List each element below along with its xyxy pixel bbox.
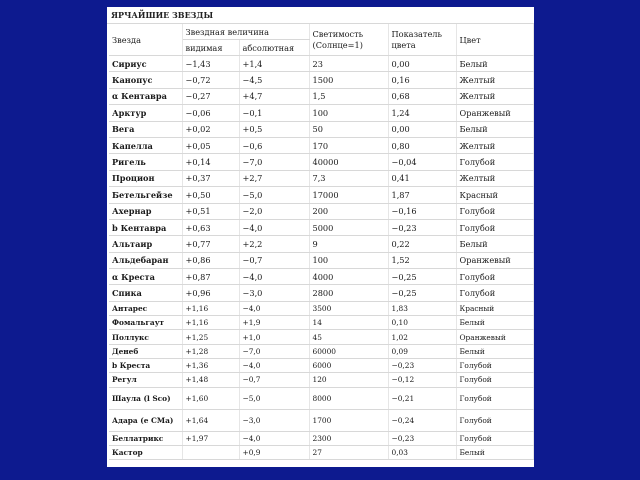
- star-name-cell: Кастор: [109, 445, 182, 459]
- header-color: Цвет: [456, 24, 533, 56]
- apparent-magnitude-cell: −0,06: [182, 105, 239, 121]
- absolute-magnitude-cell: −3,0: [239, 285, 309, 301]
- table-row: [109, 330, 533, 344]
- luminosity-cell: 9: [309, 236, 388, 252]
- table-title: ЯРЧАЙШИЕ ЗВЕЗДЫ: [107, 7, 534, 24]
- luminosity-cell: 23: [309, 56, 388, 72]
- star-name-cell: Альтаир: [109, 236, 182, 252]
- color-index-cell: 0,41: [388, 170, 456, 186]
- color-index-cell: −0,23: [388, 219, 456, 235]
- star-color-cell: Голубой: [456, 431, 533, 445]
- luminosity-cell: 4000: [309, 269, 388, 285]
- table-row: [109, 269, 533, 285]
- table-row: [109, 154, 533, 170]
- table-row: [109, 445, 533, 459]
- star-name-cell: Антарес: [109, 301, 182, 315]
- star-color-cell: Голубой: [456, 373, 533, 387]
- absolute-magnitude-cell: +1,4: [239, 56, 309, 72]
- star-color-cell: Белый: [456, 445, 533, 459]
- luminosity-cell: 27: [309, 445, 388, 459]
- luminosity-cell: 50: [309, 121, 388, 137]
- absolute-magnitude-cell: −4,0: [239, 301, 309, 315]
- absolute-magnitude-cell: −5,0: [239, 387, 309, 409]
- apparent-magnitude-cell: +1,25: [182, 330, 239, 344]
- star-color-cell: Желтый: [456, 88, 533, 104]
- luminosity-cell: 170: [309, 137, 388, 153]
- star-name-cell: Сириус: [109, 56, 182, 72]
- luminosity-cell: 2300: [309, 431, 388, 445]
- star-name-cell: b Креста: [109, 359, 182, 373]
- absolute-magnitude-cell: +0,9: [239, 445, 309, 459]
- apparent-magnitude-cell: −1,43: [182, 56, 239, 72]
- apparent-magnitude-cell: +0,63: [182, 219, 239, 235]
- luminosity-cell: 1,5: [309, 88, 388, 104]
- color-index-cell: −0,23: [388, 359, 456, 373]
- color-index-cell: −0,25: [388, 285, 456, 301]
- luminosity-cell: 100: [309, 105, 388, 121]
- header-magnitude: Звездная величина: [182, 24, 309, 40]
- apparent-magnitude-cell: +0,14: [182, 154, 239, 170]
- absolute-magnitude-cell: −7,0: [239, 154, 309, 170]
- apparent-magnitude-cell: −0,27: [182, 88, 239, 104]
- absolute-magnitude-cell: +0,5: [239, 121, 309, 137]
- apparent-magnitude-cell: +0,51: [182, 203, 239, 219]
- color-index-cell: −0,23: [388, 431, 456, 445]
- star-color-cell: Голубой: [456, 409, 533, 431]
- apparent-magnitude-cell: +0,86: [182, 252, 239, 268]
- luminosity-cell: 8000: [309, 387, 388, 409]
- color-index-cell: −0,21: [388, 387, 456, 409]
- color-index-cell: 1,52: [388, 252, 456, 268]
- luminosity-cell: 17000: [309, 187, 388, 203]
- color-index-cell: 0,80: [388, 137, 456, 153]
- absolute-magnitude-cell: +2,2: [239, 236, 309, 252]
- star-name-cell: Спика: [109, 285, 182, 301]
- absolute-magnitude-cell: −0,6: [239, 137, 309, 153]
- star-color-cell: Желтый: [456, 137, 533, 153]
- apparent-magnitude-cell: +1,48: [182, 373, 239, 387]
- luminosity-cell: 40000: [309, 154, 388, 170]
- absolute-magnitude-cell: +4,7: [239, 88, 309, 104]
- apparent-magnitude-cell: +0,77: [182, 236, 239, 252]
- color-index-cell: 0,00: [388, 56, 456, 72]
- table-row: [109, 359, 533, 373]
- star-name-cell: Капелла: [109, 137, 182, 153]
- table-row: [109, 219, 533, 235]
- table-row: [109, 387, 533, 409]
- table-row: [109, 252, 533, 268]
- absolute-magnitude-cell: −4,5: [239, 72, 309, 88]
- absolute-magnitude-cell: +1,0: [239, 330, 309, 344]
- header-star: Звезда: [109, 24, 182, 56]
- absolute-magnitude-cell: −3,0: [239, 409, 309, 431]
- luminosity-cell: 200: [309, 203, 388, 219]
- table-row: [109, 72, 533, 88]
- luminosity-cell: 2800: [309, 285, 388, 301]
- color-index-cell: −0,25: [388, 269, 456, 285]
- table-row: [109, 56, 533, 72]
- star-name-cell: Беллатрикс: [109, 431, 182, 445]
- header-apparent: видимая: [182, 40, 239, 56]
- star-color-cell: Белый: [456, 121, 533, 137]
- star-color-cell: Белый: [456, 316, 533, 330]
- luminosity-cell: 5000: [309, 219, 388, 235]
- apparent-magnitude-cell: +1,28: [182, 344, 239, 358]
- apparent-magnitude-cell: +1,16: [182, 316, 239, 330]
- star-color-cell: Голубой: [456, 387, 533, 409]
- table-row: [109, 236, 533, 252]
- star-color-cell: Голубой: [456, 285, 533, 301]
- color-index-cell: 0,16: [388, 72, 456, 88]
- luminosity-cell: 120: [309, 373, 388, 387]
- star-color-cell: Голубой: [456, 269, 533, 285]
- star-color-cell: Желтый: [456, 170, 533, 186]
- star-name-cell: Адара (e CMa): [109, 409, 182, 431]
- table-row: [109, 187, 533, 203]
- star-name-cell: Бетельгейзе: [109, 187, 182, 203]
- absolute-magnitude-cell: −4,0: [239, 431, 309, 445]
- color-index-cell: 1,02: [388, 330, 456, 344]
- star-name-cell: Шаула (l Sco): [109, 387, 182, 409]
- absolute-magnitude-cell: −4,0: [239, 269, 309, 285]
- absolute-magnitude-cell: −4,0: [239, 359, 309, 373]
- header-color-index: Показатель цвета: [388, 24, 456, 56]
- star-color-cell: Голубой: [456, 219, 533, 235]
- color-index-cell: 0,22: [388, 236, 456, 252]
- color-index-cell: 0,03: [388, 445, 456, 459]
- table-row: [109, 170, 533, 186]
- star-name-cell: Ригель: [109, 154, 182, 170]
- absolute-magnitude-cell: −0,7: [239, 252, 309, 268]
- star-color-cell: Красный: [456, 301, 533, 315]
- star-name-cell: Ахернар: [109, 203, 182, 219]
- table-body: [109, 56, 533, 460]
- star-color-cell: Оранжевый: [456, 105, 533, 121]
- apparent-magnitude-cell: +1,60: [182, 387, 239, 409]
- star-color-cell: Голубой: [456, 203, 533, 219]
- apparent-magnitude-cell: +0,96: [182, 285, 239, 301]
- luminosity-cell: 14: [309, 316, 388, 330]
- color-index-cell: −0,16: [388, 203, 456, 219]
- color-index-cell: 1,87: [388, 187, 456, 203]
- table-row: [109, 344, 533, 358]
- star-name-cell: Фомальгаут: [109, 316, 182, 330]
- table-row: [109, 301, 533, 315]
- color-index-cell: 1,83: [388, 301, 456, 315]
- color-index-cell: 0,68: [388, 88, 456, 104]
- color-index-cell: 1,24: [388, 105, 456, 121]
- star-color-cell: Оранжевый: [456, 252, 533, 268]
- luminosity-cell: 6000: [309, 359, 388, 373]
- luminosity-cell: 60000: [309, 344, 388, 358]
- absolute-magnitude-cell: +1,9: [239, 316, 309, 330]
- color-index-cell: −0,04: [388, 154, 456, 170]
- luminosity-cell: 1500: [309, 72, 388, 88]
- brightest-stars-table: [109, 24, 534, 460]
- star-color-cell: Голубой: [456, 359, 533, 373]
- star-color-cell: Белый: [456, 56, 533, 72]
- absolute-magnitude-cell: −5,0: [239, 187, 309, 203]
- star-name-cell: b Кентавра: [109, 219, 182, 235]
- table-row: [109, 373, 533, 387]
- star-color-cell: Белый: [456, 344, 533, 358]
- star-name-cell: Регул: [109, 373, 182, 387]
- star-name-cell: Канопус: [109, 72, 182, 88]
- star-color-cell: Красный: [456, 187, 533, 203]
- apparent-magnitude-cell: +0,50: [182, 187, 239, 203]
- star-color-cell: Белый: [456, 236, 533, 252]
- color-index-cell: 0,10: [388, 316, 456, 330]
- luminosity-cell: 1700: [309, 409, 388, 431]
- absolute-magnitude-cell: −2,0: [239, 203, 309, 219]
- table-row: [109, 105, 533, 121]
- table-row: [109, 121, 533, 137]
- stars-table-sheet: [107, 7, 534, 467]
- star-name-cell: Альдебаран: [109, 252, 182, 268]
- star-name-cell: α Креста: [109, 269, 182, 285]
- table-row: [109, 285, 533, 301]
- luminosity-cell: 100: [309, 252, 388, 268]
- luminosity-cell: 3500: [309, 301, 388, 315]
- star-name-cell: Вега: [109, 121, 182, 137]
- luminosity-cell: 45: [309, 330, 388, 344]
- star-name-cell: Процион: [109, 170, 182, 186]
- apparent-magnitude-cell: +0,05: [182, 137, 239, 153]
- star-name-cell: Арктур: [109, 105, 182, 121]
- header-row-top: [109, 24, 533, 40]
- star-color-cell: Оранжевый: [456, 330, 533, 344]
- apparent-magnitude-cell: +0,87: [182, 269, 239, 285]
- color-index-cell: −0,12: [388, 373, 456, 387]
- apparent-magnitude-cell: +1,36: [182, 359, 239, 373]
- absolute-magnitude-cell: +2,7: [239, 170, 309, 186]
- header-luminosity: Светимость (Солнце=1): [309, 24, 388, 56]
- apparent-magnitude-cell: −0,72: [182, 72, 239, 88]
- table-row: [109, 431, 533, 445]
- color-index-cell: 0,00: [388, 121, 456, 137]
- color-index-cell: 0,09: [388, 344, 456, 358]
- apparent-magnitude-cell: +1,97: [182, 431, 239, 445]
- table-row: [109, 203, 533, 219]
- absolute-magnitude-cell: −0,7: [239, 373, 309, 387]
- star-name-cell: α Кентавра: [109, 88, 182, 104]
- apparent-magnitude-cell: +1,16: [182, 301, 239, 315]
- star-name-cell: Поллукс: [109, 330, 182, 344]
- absolute-magnitude-cell: −0,1: [239, 105, 309, 121]
- star-color-cell: Голубой: [456, 154, 533, 170]
- apparent-magnitude-cell: +1,64: [182, 409, 239, 431]
- star-name-cell: Денеб: [109, 344, 182, 358]
- apparent-magnitude-cell: +0,02: [182, 121, 239, 137]
- apparent-magnitude-cell: +0,37: [182, 170, 239, 186]
- absolute-magnitude-cell: −4,0: [239, 219, 309, 235]
- luminosity-cell: 7,3: [309, 170, 388, 186]
- table-row: [109, 409, 533, 431]
- table-row: [109, 316, 533, 330]
- color-index-cell: −0,24: [388, 409, 456, 431]
- table-row: [109, 137, 533, 153]
- star-color-cell: Желтый: [456, 72, 533, 88]
- table-row: [109, 88, 533, 104]
- header-absolute: абсолютная: [239, 40, 309, 56]
- absolute-magnitude-cell: −7,0: [239, 344, 309, 358]
- apparent-magnitude-cell: [182, 445, 239, 459]
